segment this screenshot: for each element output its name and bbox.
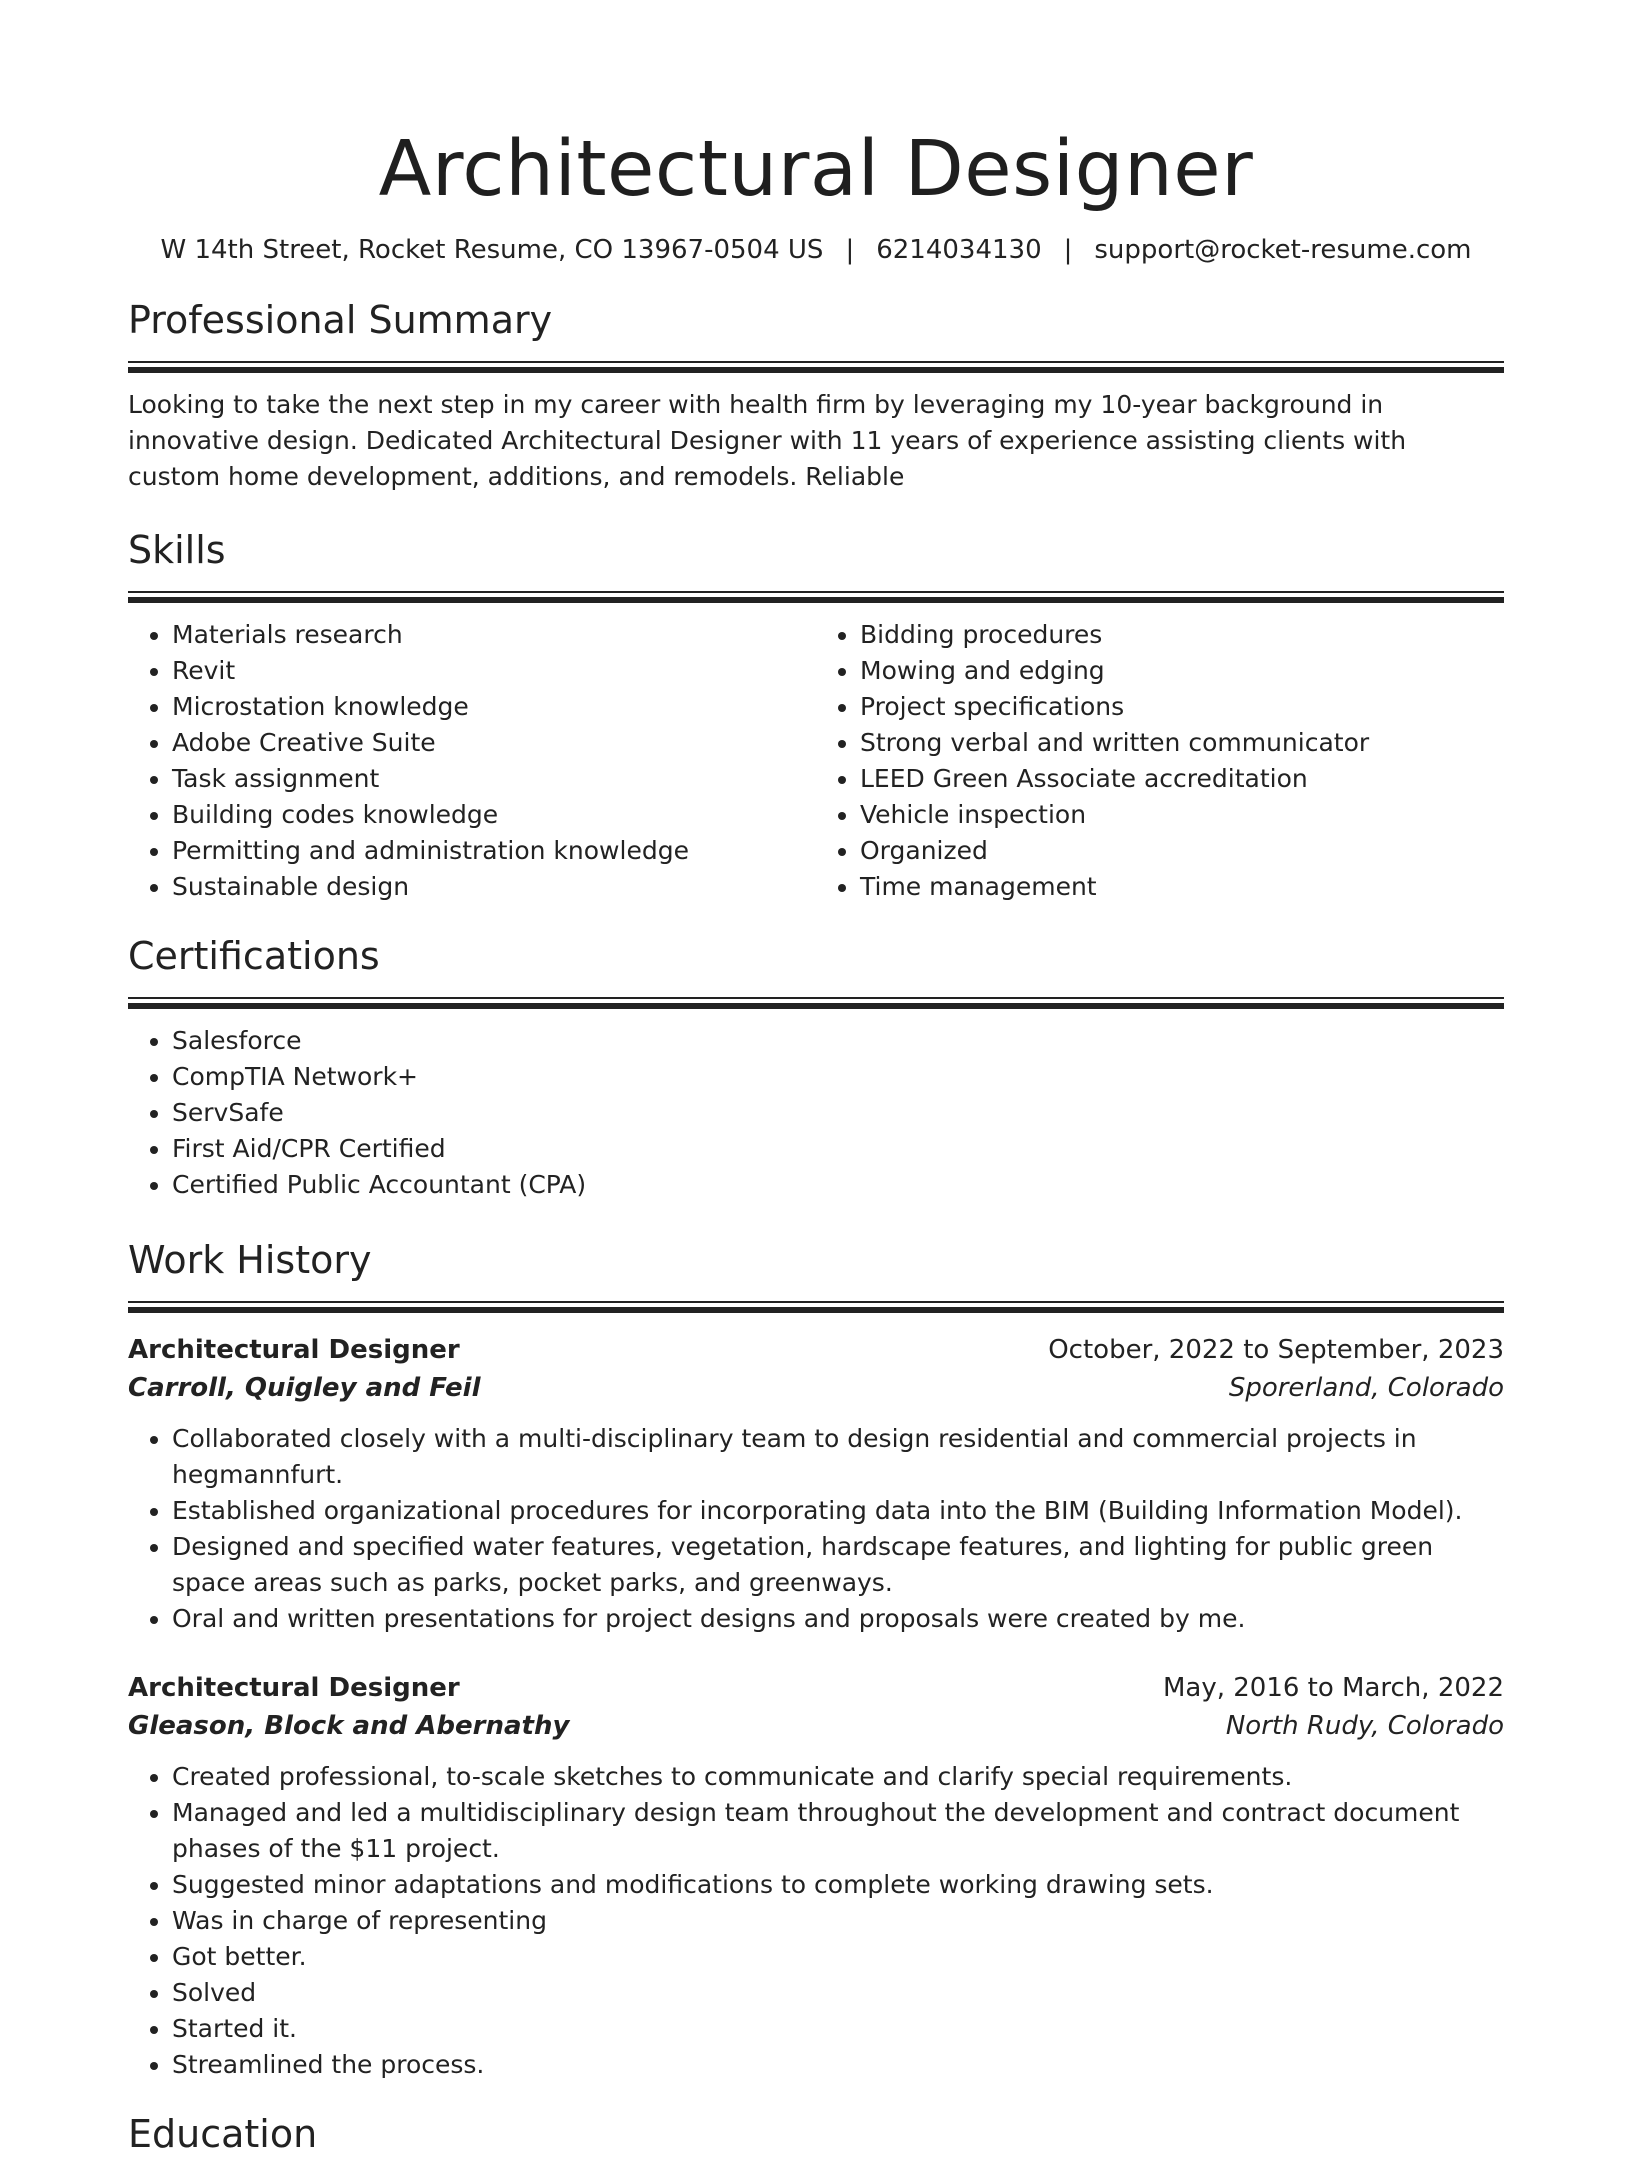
job-entry: [128, 1331, 1504, 1637]
skill-item: • Materials research: [172, 617, 816, 653]
job-title: Architectural Designer: [128, 1673, 460, 1703]
job-bullet: • Oral and written presentations for project designs and proposals were created by me.: [172, 1601, 1504, 1637]
job-company: Carroll, Quigley and Feil: [128, 1373, 481, 1403]
job-header: [128, 1331, 1504, 1369]
skills-section: [128, 525, 1504, 905]
job-bullet: • Collaborated closely with a multi-disciplinary team to design residential and commercial projects in hegmannfurt.: [172, 1421, 1504, 1493]
section-divider: [128, 361, 1504, 373]
skill-item: • Project specifications: [860, 689, 1504, 725]
contact-address: W 14th Street, Rocket Resume, CO 13967-0504 US: [160, 235, 824, 265]
contact-line: [128, 232, 1504, 268]
section-divider: [128, 591, 1504, 603]
skill-item: • Mowing and edging: [860, 653, 1504, 689]
job-bullet: • Started it.: [172, 2011, 1504, 2047]
section-title-skills: Skills: [128, 528, 226, 572]
section-title-work-history: Work History: [128, 1238, 372, 1282]
job-subheader: [128, 1707, 1504, 1745]
section-divider: [128, 997, 1504, 1009]
job-bullet: • Suggested minor adaptations and modifications to complete working drawing sets.: [172, 1867, 1504, 1903]
certifications-section: [128, 931, 1504, 1203]
contact-separator: |: [1063, 235, 1073, 265]
section-title-certifications: Certifications: [128, 934, 380, 978]
section-title-education: Education: [128, 2112, 318, 2156]
skills-columns: [128, 617, 1504, 905]
skills-left-list: [128, 617, 816, 905]
contact-phone: 6214034130: [876, 235, 1042, 265]
job-bullet: • Got better.: [172, 1939, 1504, 1975]
education-section: [128, 2109, 1504, 2159]
skill-item: • LEED Green Associate accreditation: [860, 761, 1504, 797]
skill-item: • Revit: [172, 653, 816, 689]
certification-item: • Salesforce: [172, 1023, 1504, 1059]
job-dates: October, 2022 to September, 2023: [1048, 1335, 1504, 1365]
skill-item: • Sustainable design: [172, 869, 816, 905]
job-bullets: [128, 1759, 1504, 2083]
section-title-summary: Professional Summary: [128, 298, 553, 342]
skill-item: • Microstation knowledge: [172, 689, 816, 725]
skill-item: • Adobe Creative Suite: [172, 725, 816, 761]
skill-item: • Permitting and administration knowledge: [172, 833, 816, 869]
job-subheader: [128, 1369, 1504, 1407]
job-bullet: • Streamlined the process.: [172, 2047, 1504, 2083]
job-entry: [128, 1669, 1504, 2083]
certifications-list: [128, 1023, 1504, 1203]
summary-section: [128, 295, 1504, 495]
certification-item: • CompTIA Network+: [172, 1059, 1504, 1095]
certification-item: • First Aid/CPR Certified: [172, 1131, 1504, 1167]
skill-item: • Organized: [860, 833, 1504, 869]
skill-item: • Bidding procedures: [860, 617, 1504, 653]
job-bullet: • Created professional, to-scale sketches to communicate and clarify special requirements.: [172, 1759, 1504, 1795]
contact-email[interactable]: support@rocket-resume.com: [1094, 235, 1472, 265]
section-divider: [128, 1301, 1504, 1313]
job-bullet: • Solved: [172, 1975, 1504, 2011]
resume-page: [128, 0, 1504, 2159]
work-history-section: [128, 1235, 1504, 2083]
job-bullet: • Established organizational procedures for incorporating data into the BIM (Building Information Model).: [172, 1493, 1504, 1529]
certification-item: • Certified Public Accountant (CPA): [172, 1167, 1504, 1203]
job-company: Gleason, Block and Abernathy: [128, 1711, 570, 1741]
job-bullet: • Was in charge of representing: [172, 1903, 1504, 1939]
job-title: Architectural Designer: [128, 1335, 460, 1365]
contact-separator: |: [845, 235, 855, 265]
job-bullet: • Managed and led a multidisciplinary design team throughout the development and contract document phases of the $11 project.: [172, 1795, 1504, 1867]
job-bullets: [128, 1421, 1504, 1637]
skill-item: • Strong verbal and written communicator: [860, 725, 1504, 761]
skill-item: • Time management: [860, 869, 1504, 905]
job-dates: May, 2016 to March, 2022: [1162, 1673, 1504, 1703]
job-location: Sporerland, Colorado: [1228, 1373, 1504, 1403]
job-header: [128, 1669, 1504, 1707]
skill-item: • Task assignment: [172, 761, 816, 797]
job-bullet: • Designed and specified water features, vegetation, hardscape features, and lighting for public green space areas such as parks, pocket parks, and greenways.: [172, 1529, 1504, 1601]
skill-item: • Vehicle inspection: [860, 797, 1504, 833]
summary-text: Looking to take the next step in my career with health firm by leveraging my 10-year background in innovative design. Dedicated Architectural Designer with 11 years of experience assisting clients with custom home development, additions, and remodels. Reliable: [128, 390, 1407, 491]
skill-item: • Building codes knowledge: [172, 797, 816, 833]
certification-item: • ServSafe: [172, 1095, 1504, 1131]
resume-title: Architectural Designer: [378, 125, 1254, 214]
job-location: North Rudy, Colorado: [1225, 1711, 1504, 1741]
skills-right-list: [816, 617, 1504, 905]
